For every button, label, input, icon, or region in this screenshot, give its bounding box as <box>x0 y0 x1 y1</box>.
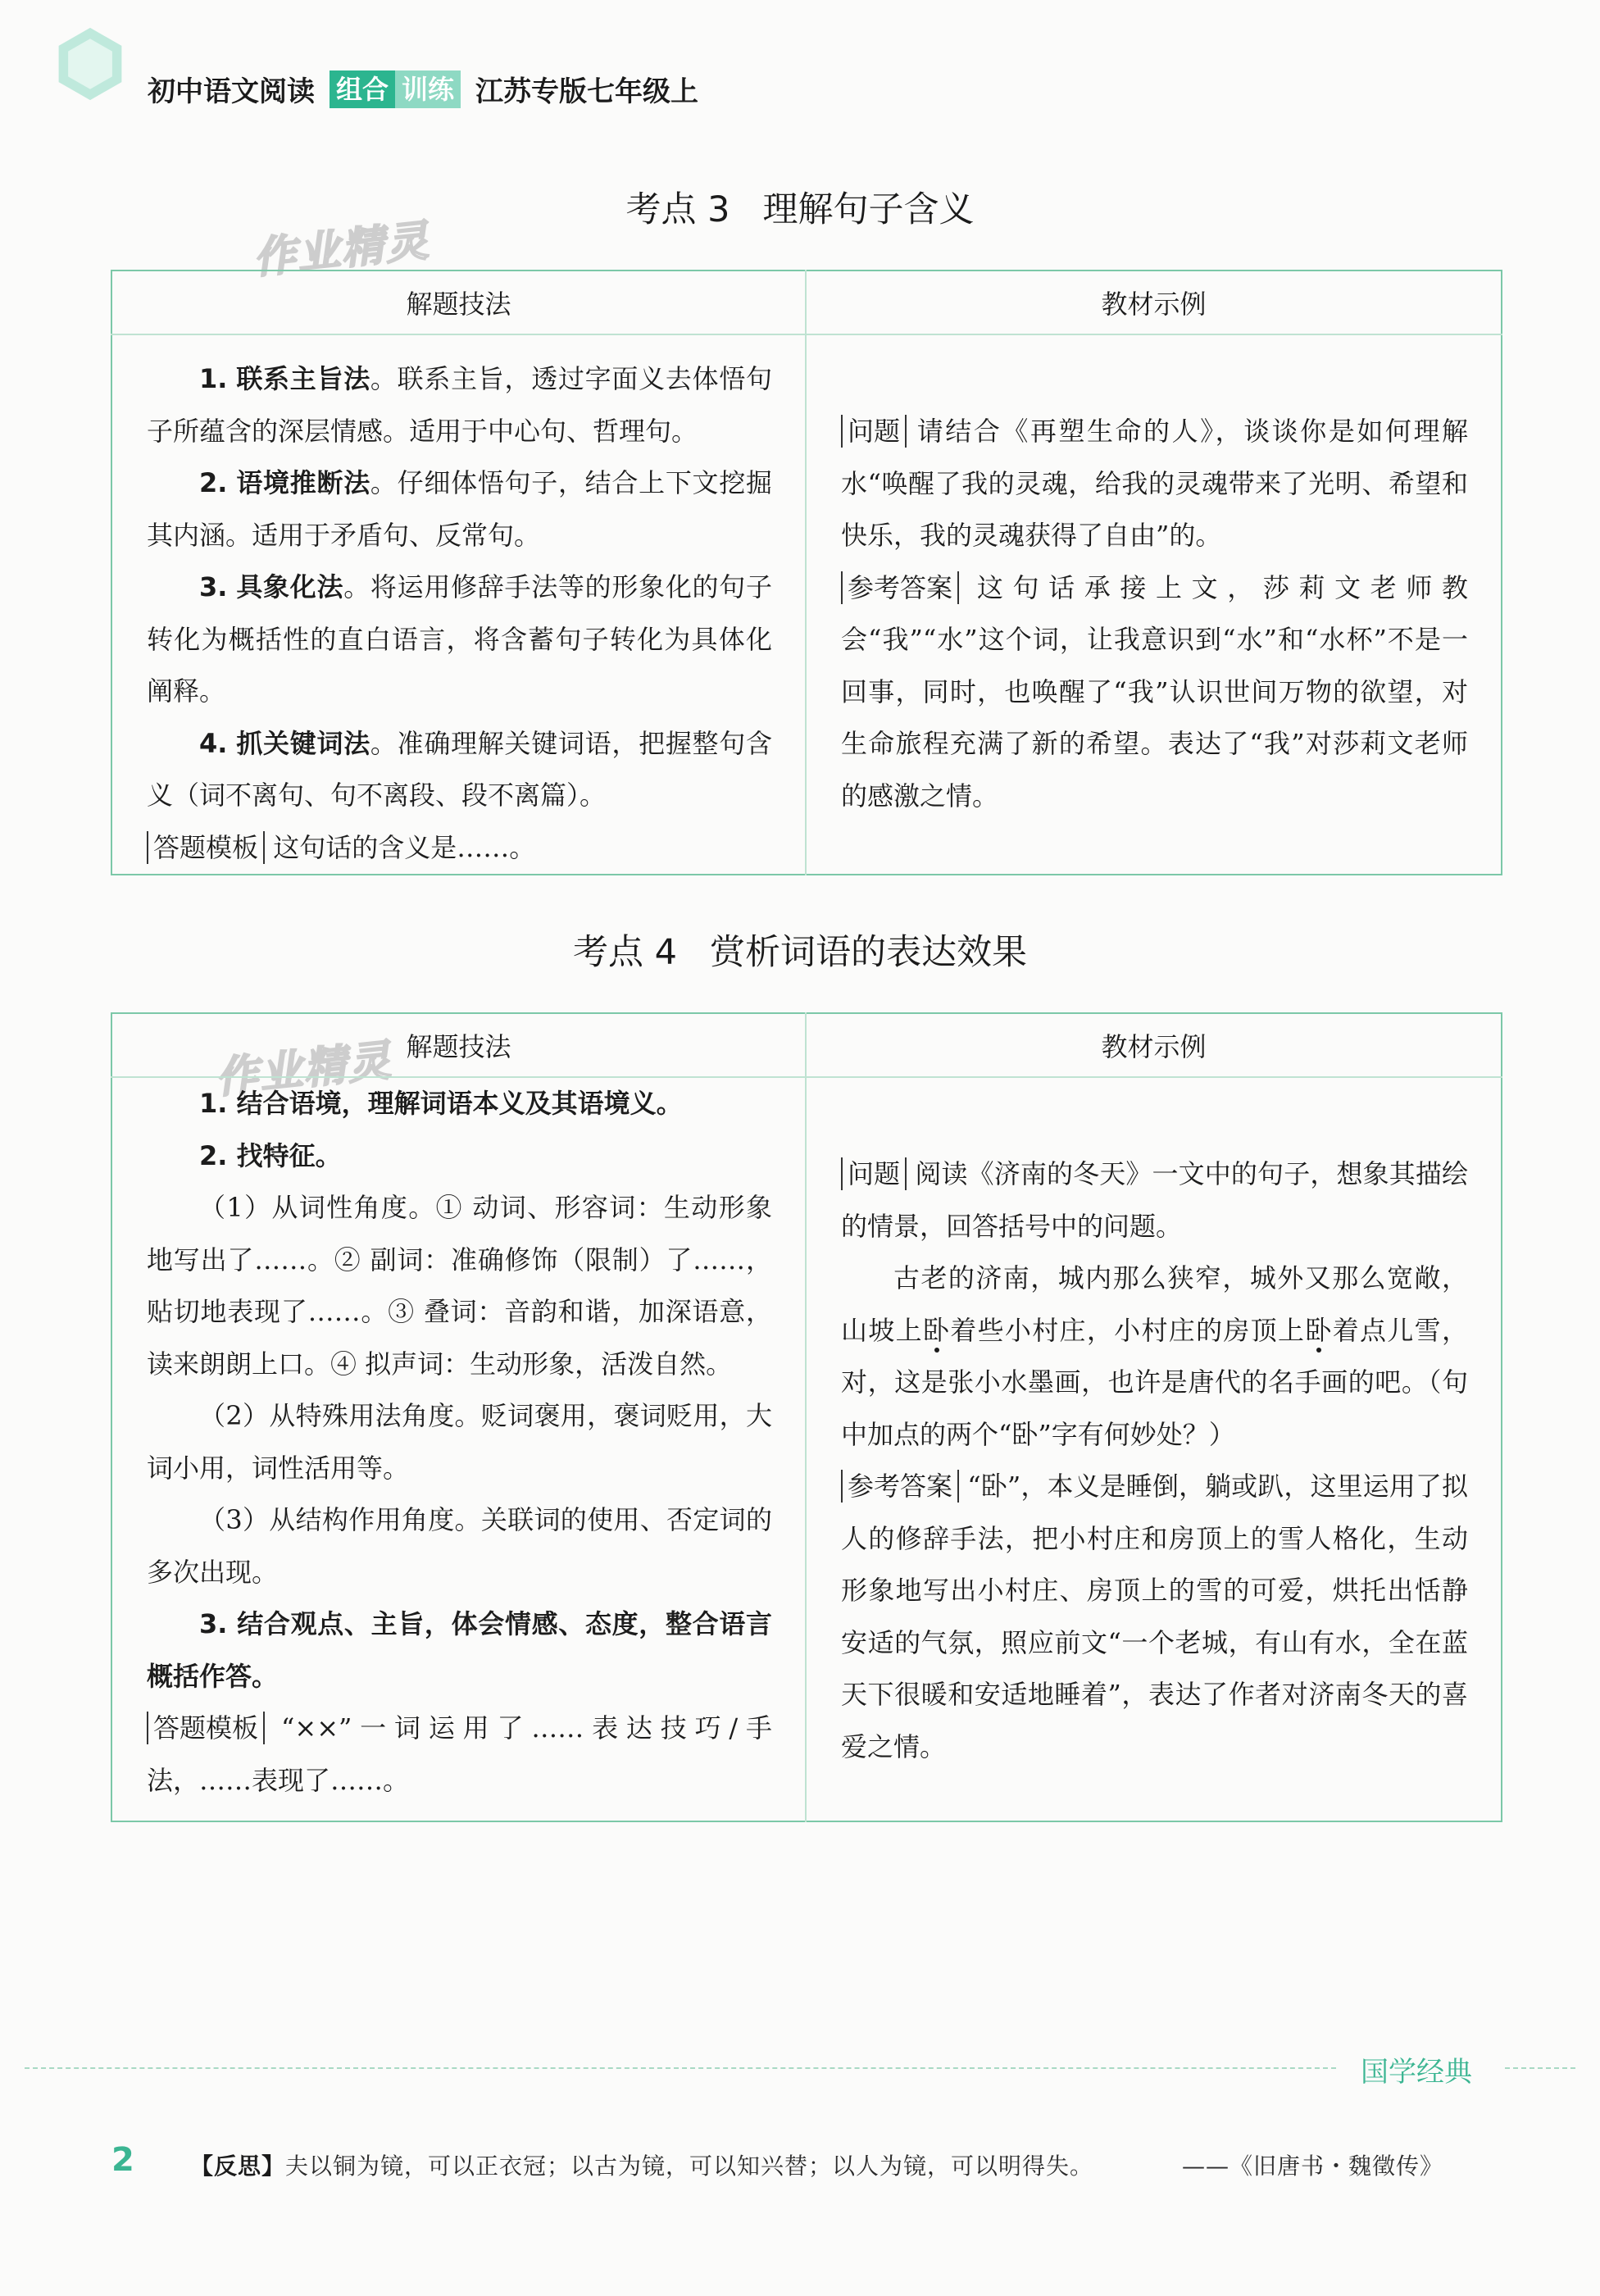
footer-divider <box>25 2067 1336 2069</box>
example-cell <box>806 334 1502 875</box>
column-header-example: 教材示例 <box>806 1013 1502 1077</box>
method-table <box>111 270 1502 875</box>
method-item: 4. 抓关键词法。准确理解关键词语，把握整句含义（词不离句、句不离段、段不离篇）。 <box>147 727 772 811</box>
page-header <box>148 69 698 109</box>
method-item: 1. 联系主旨法。联系主旨，透过字面义去体悟句子所蕴含的深层情感。适用于中心句、哲理句。 <box>147 363 772 447</box>
section-title <box>0 182 1600 232</box>
example-cell <box>806 1077 1502 1821</box>
method-cell <box>111 334 806 875</box>
column-header-method: 解题技法 <box>111 271 806 334</box>
method-step: 3. 结合观点、主旨，体会情感、态度，整合语言概括作答。 <box>147 1608 772 1692</box>
section-heading: 赏析词语的表达效果 <box>710 932 1028 973</box>
footer-label: 国学经典 <box>1361 2056 1472 2089</box>
method-cell <box>111 1077 806 1821</box>
footer-divider <box>1505 2067 1575 2069</box>
section-number: 考点 3 <box>625 189 730 230</box>
method-item: 2. 语境推断法。仔细体悟句子，结合上下文挖掘其内涵。适用于矛盾句、反常句。 <box>147 467 772 551</box>
example-question: 问题 阅读《济南的冬天》一文中的句子，想象其描绘的情景，回答括号中的问题。 <box>841 1158 1468 1242</box>
method-table <box>111 1012 1502 1822</box>
method-step: 1. 结合语境，理解词语本义及其语境义。 <box>199 1088 683 1119</box>
tag-combination: 组合 <box>330 70 395 108</box>
column-header-method: 解题技法 <box>111 1013 806 1077</box>
book-logo-icon <box>51 25 130 103</box>
answer-template: 答题模板 这句话的含义是……。 <box>147 822 772 875</box>
example-answer: 参考答案 这句话承接上文，莎莉文老师教会“我”“水”这个词，让我意识到“水”和“水杯”不是一回事，同时，也唤醒了“我”认识世间万物的欲望，对生命旅程充满了新的希望。表达了“我”对莎莉文老师的感激之情。 <box>841 571 1468 812</box>
tag-training: 训练 <box>395 70 461 108</box>
watermark: 作业精灵 <box>251 216 433 284</box>
example-question: 问题 请结合《再塑生命的人》，谈谈你是如何理解水“唤醒了我的灵魂，给我的灵魂带来了光明、希望和快乐，我的灵魂获得了自由”的。 <box>841 416 1468 551</box>
page-number: 2 <box>111 2141 134 2179</box>
example-answer: 参考答案 “卧”，本义是睡倒，躺或趴，这里运用了拟人的修辞手法，把小村庄和房顶上的雪人格化，生动形象地写出小村庄、房顶上的雪的可爱，烘托出恬静安适的气氛，照应前文“一个老城，有山有水，全在蓝天下很暖和安适地睡着”，表达了作者对济南冬天的喜爱之情。 <box>841 1471 1468 1762</box>
answer-template: 答题模板 “××”一词运用了……表达技巧/手法，……表现了……。 <box>147 1712 772 1796</box>
book-title: 初中语文阅读 <box>148 75 315 108</box>
quote-source: ——《旧唐书・魏徵传》 <box>1182 2153 1444 2180</box>
watermark: 作业精灵 <box>213 1035 395 1104</box>
section-number: 考点 4 <box>572 932 678 973</box>
method-item: 3. 具象化法。将运用修辞手法等的形象化的句子转化为概括性的直白语言，将含蓄句子转化为具体化阐释。 <box>147 571 772 707</box>
method-sub-item: （2）从特殊用法角度。贬词褒用，褒词贬用，大词小用，词性活用等。 <box>147 1400 772 1484</box>
section-heading: 理解句子含义 <box>762 189 975 230</box>
edition-label: 江苏专版七年级上 <box>475 75 699 108</box>
method-sub-item: （1）从词性角度。① 动词、形容词：生动形象地写出了……。② 副词：准确修饰（限制）了……，贴切地表现了……。③ 叠词：音韵和谐，加深语意，读来朗朗上口。④ 拟声词：生动形象，活泼自然。 <box>147 1192 772 1380</box>
section-title <box>0 925 1600 975</box>
example-quote: 古老的济南，城内那么狭窄，城外又那么宽敞，山坡上卧着些小村庄，小村庄的房顶上卧着点儿雪，对，这是张小水墨画，也许是唐代的名手画的吧。（句中加点的两个“卧”字有何妙处？） <box>841 1262 1468 1450</box>
column-header-example: 教材示例 <box>806 271 1502 334</box>
reflection-quote: 【反思】夫以铜为镜，可以正衣冠；以古为镜，可以知兴替；以人为镜，可以明得失。 <box>190 2153 1094 2180</box>
method-sub-item: （3）从结构作用角度。关联词的使用、否定词的多次出现。 <box>147 1504 772 1588</box>
method-step: 2. 找特征。 <box>199 1139 342 1171</box>
